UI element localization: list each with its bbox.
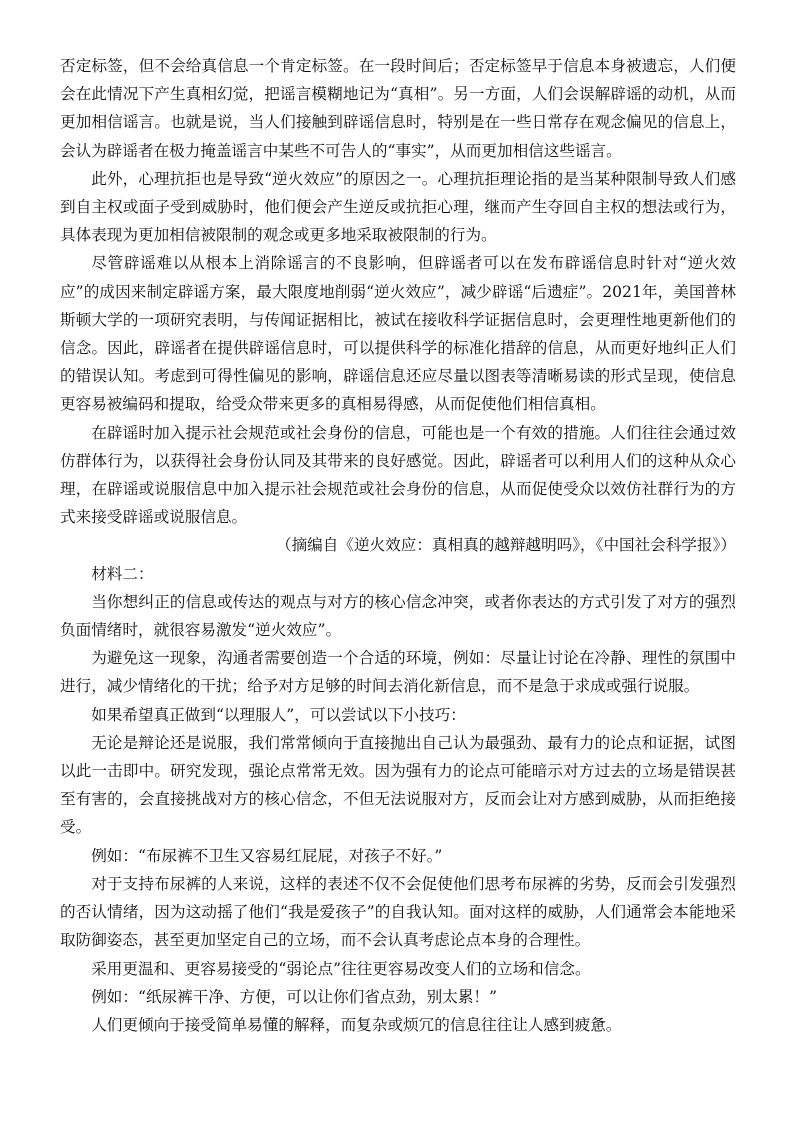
paragraph-suitable-environment: 为避免这一现象，沟通者需要创造一个合适的环境，例如：尽量让讨论在冷静、理性的氛围中进行，减少情绪化的干扰；给予对方足够的时间去消化新信息，而不是急于求成或强行说服。 [60,649,736,696]
paragraph-example-paper-diaper: 例如：“纸尿裤干净、方便，可以让你们省点劲，别太累！” [91,987,497,1006]
paragraph-simple-explanations: 人们更倾向于接受简单易懂的解释，而复杂或烦冗的信息往往让人感到疲惫。 [91,1015,622,1034]
paragraph-tips-intro: 如果希望真正做到“以理服人”，可以尝试以下小技巧： [91,705,466,724]
source-citation: （摘编自《逆火效应：真相真的越辩越明吗》，《中国社会科学报》） [275,536,736,555]
paragraph-strong-arguments: 无论是辩论还是说服，我们常常倾向于直接抛出自己认为最强劲、最有力的论点和证据，试图以此一击即中。研究发现，强论点常常无效。因为强有力的论点可能暗示对方过去的立场是错误甚至有害的，会直接挑战对方的核心信念，不但无法说服对方，反而会让对方感到威胁，从而拒绝接受。 [60,733,736,837]
paragraph-continuation: 否定标签，但不会给真信息一个肯定标签。在一段时间后；否定标签早于信息本身被遗忘，人们便会在此情况下产生真相幻觉，把谣言模糊地记为“真相”。另一方面，人们会误解辟谣的动机，从而更加相信谣言。也就是说，当人们接触到辟谣信息时，特别是在一些日常存在观念偏见的信息上，会认为辟谣者在极力掩盖谣言中某些不可告人的“事实”，从而更加相信这些谣言。 [60,57,736,160]
document-page [60,52,736,1039]
paragraph-psychological-reactance: 此外，心理抗拒也是导致“逆火效应”的原因之一。心理抗拒理论指的是当某种限制导致人们感到自主权或面子受到威胁时，他们便会产生逆反或抗拒心理，继而产生夺回自主权的想法或行为，具体表现为更加相信被限制的观念或更多地采取被限制的行为。 [60,169,736,245]
paragraph-example-cloth-diaper: 例如：“布尿裤不卫生又容易红屁屁，对孩子不好。” [91,846,443,865]
paragraph-denial-reaction: 对于支持布尿裤的人来说，这样的表述不仅不会促使他们思考布尿裤的劣势，反而会引发强烈的否认情绪，因为这动摇了他们“我是爱孩子”的自我认知。面对这样的威胁，人们通常会本能地采取防御姿态，甚至更加坚定自己的立场，而不会认真考虑论点本身的合理性。 [60,874,736,950]
paragraph-core-belief-conflict: 当你想纠正的信息或传达的观点与对方的核心信念冲突，或者你表达的方式引发了对方的强烈负面情绪时，就很容易激发“逆火效应”。 [60,592,736,640]
section-heading-material-two: 材料二： [91,564,154,583]
paragraph-social-norms: 在辟谣时加入提示社会规范或社会身份的信息，可能也是一个有效的措施。人们往往会通过效仿群体行为，以获得社会身份认同及其带来的良好感觉。因此，辟谣者可以利用人们的这种从众心理，在辟谣或说服信息中加入提示社会规范或社会身份的信息，从而促使受众以效仿社群行为的方式来接受辟谣或说服信息。 [60,423,736,527]
paragraph-debunking-strategy: 尽管辟谣难以从根本上消除谣言的不良影响，但辟谣者可以在发布辟谣信息时针对“逆火效应”的成因来制定辟谣方案，最大限度地削弱“逆火效应”，减少辟谣“后遗症”。2021年，美国普林斯顿大学的一项研究表明，与传闻证据相比，被试在接收科学证据信息时，会更理性地更新他们的信念。因此，辟谣者在提供辟谣信息时，可以提供科学的标准化措辞的信息，从而更好地纠正人们的错误认知。考虑到可得性偏见的影响，辟谣信息还应尽量以图表等清晰易读的形式呈现，使信息更容易被编码和提取，给受众带来更多的真相易得感，从而促使他们相信真相。 [60,254,736,414]
paragraph-weak-arguments: 采用更温和、更容易接受的“弱论点”往往更容易改变人们的立场和信念。 [91,959,591,978]
